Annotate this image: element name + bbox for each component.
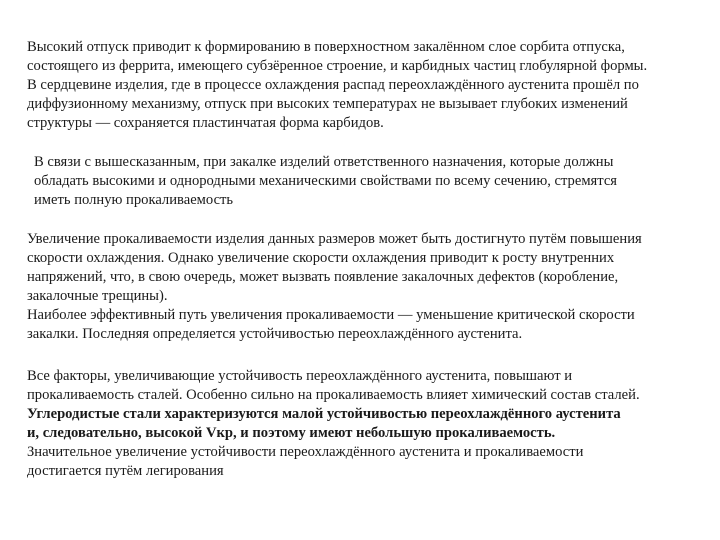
bold-text-line: и, следовательно, высокой Vкр, и поэтому имеют небольшую прокаливаемость. xyxy=(27,424,556,441)
text-line: закалочные трещины). xyxy=(27,287,168,304)
text-line: закалки. Последняя определяется устойчивостью переохлаждённого аустенита. xyxy=(27,325,523,342)
text-line: скорости охлаждения. Однако увеличение скорости охлаждения приводит к росту внутренних xyxy=(27,249,615,266)
text-line: В связи с вышесказанным, при закалке изделий ответственного назначения, которые должны xyxy=(34,154,614,170)
text-line: структуры — сохраняется пластинчатая форма карбидов. xyxy=(27,114,384,131)
paragraph-increasing-hardenability xyxy=(27,230,717,343)
text-line: Увеличение прокаливаемости изделия данных размеров может быть достигнуто путём повышения xyxy=(27,231,642,247)
text-line: Все факторы, увеличивающие устойчивость переохлаждённого аустенита, повышают и xyxy=(27,368,573,384)
text-line: диффузионному механизму, отпуск при высоких температурах не вызывает глубоких изменений xyxy=(27,95,628,112)
bold-text-line: Углеродистые стали характеризуются малой устойчивостью переохлаждённого аустенита xyxy=(27,405,621,422)
text-line: иметь полную прокаливаемость xyxy=(34,191,234,208)
text-line: напряжений, что, в свою очередь, может вызвать появление закалочных дефектов (коробление, xyxy=(27,268,619,285)
paragraph-full-hardenability xyxy=(34,153,694,210)
text-line: Наиболее эффективный путь увеличения прокаливаемости — уменьшение критической скорости xyxy=(27,306,635,323)
paragraph-alloying-factors xyxy=(27,367,717,480)
text-line: достигается путём легирования xyxy=(27,462,224,479)
text-line: прокаливаемость сталей. Особенно сильно на прокаливаемость влияет химический состав сталей. xyxy=(27,386,640,403)
text-line: Значительное увеличение устойчивости переохлаждённого аустенита и прокаливаемости xyxy=(27,443,584,460)
text-line: В сердцевине изделия, где в процессе охлаждения распад переохлаждённого аустенита прошёл по xyxy=(27,76,639,93)
text-line: обладать высокими и однородными механическими свойствами по всему сечению, стремятся xyxy=(34,172,618,189)
paragraph-high-tempering xyxy=(27,38,717,133)
text-line: Высокий отпуск приводит к формированию в поверхностном закалённом слое сорбита отпуска, xyxy=(27,39,625,55)
text-line: состоящего из феррита, имеющего субзёренное строение, и карбидных частиц глобулярной формы. xyxy=(27,57,648,74)
